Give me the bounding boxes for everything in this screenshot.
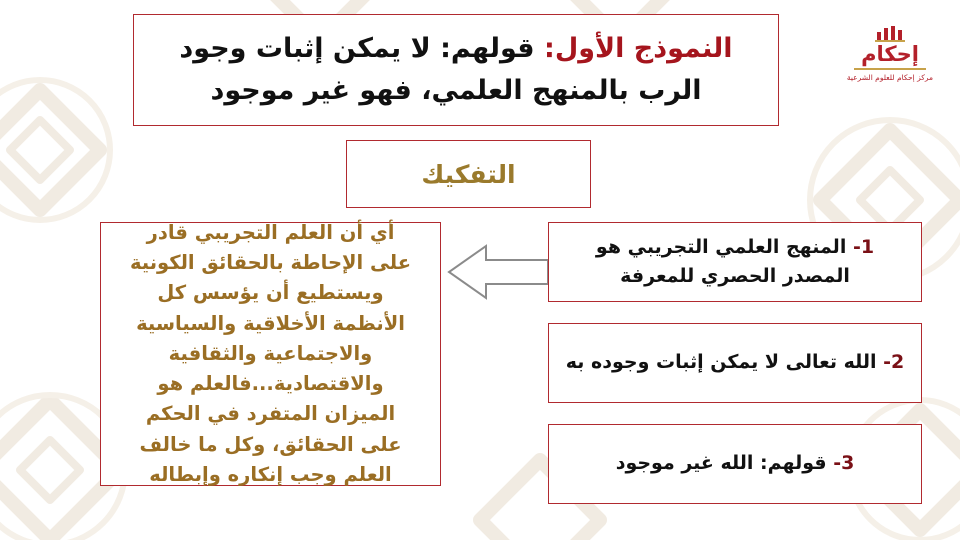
explanation-box xyxy=(100,222,441,486)
left-arrow-icon xyxy=(446,244,550,300)
point-box-3 xyxy=(548,424,922,504)
title-text xyxy=(158,28,754,112)
point-2-number: 2- xyxy=(883,351,905,374)
logo-subtitle: مركز إحكام للعلوم الشرعية xyxy=(847,73,933,82)
point-box-1 xyxy=(548,222,922,302)
point-1-text: المنهج العلمي التجريبي هو المصدر الحصري للمعرفة xyxy=(595,235,850,287)
point-2-text: الله تعالى لا يمكن إثبات وجوده به xyxy=(565,351,877,374)
explanation-text: أي أن العلم التجريبي قادر على الإحاطة بالحقائق الكونية ويستطيع أن يؤسس كل الأنظمة الأخلاقية والسياسية والاجتماعية والثقافية والاقتصادية...فالعلم هو الميزان المتفرد في الحكم على الحقائق، وكل ما خالف العلم وجب إنكاره وإبطاله xyxy=(129,221,412,486)
deconstruction-heading-box xyxy=(346,140,591,208)
logo-emblem-icon xyxy=(875,26,905,42)
point-3-text: قولهم: الله غير موجود xyxy=(615,452,827,475)
logo-name: إحكام xyxy=(861,42,919,66)
title-label: النموذج الأول: xyxy=(544,33,733,65)
title-box xyxy=(133,14,779,126)
point-3-number: 3- xyxy=(833,452,855,475)
deconstruction-heading: التفكيك xyxy=(421,159,516,189)
brand-logo xyxy=(847,26,933,96)
point-1 xyxy=(563,233,907,292)
title-statement: قولهم: لا يمكن إثبات وجود الرب بالمنهج العلمي، فهو غير موجود xyxy=(179,33,702,106)
point-3 xyxy=(616,449,855,478)
point-box-2 xyxy=(548,323,922,403)
point-1-number: 1- xyxy=(852,235,875,258)
point-2 xyxy=(566,348,905,377)
logo-divider xyxy=(854,68,926,70)
